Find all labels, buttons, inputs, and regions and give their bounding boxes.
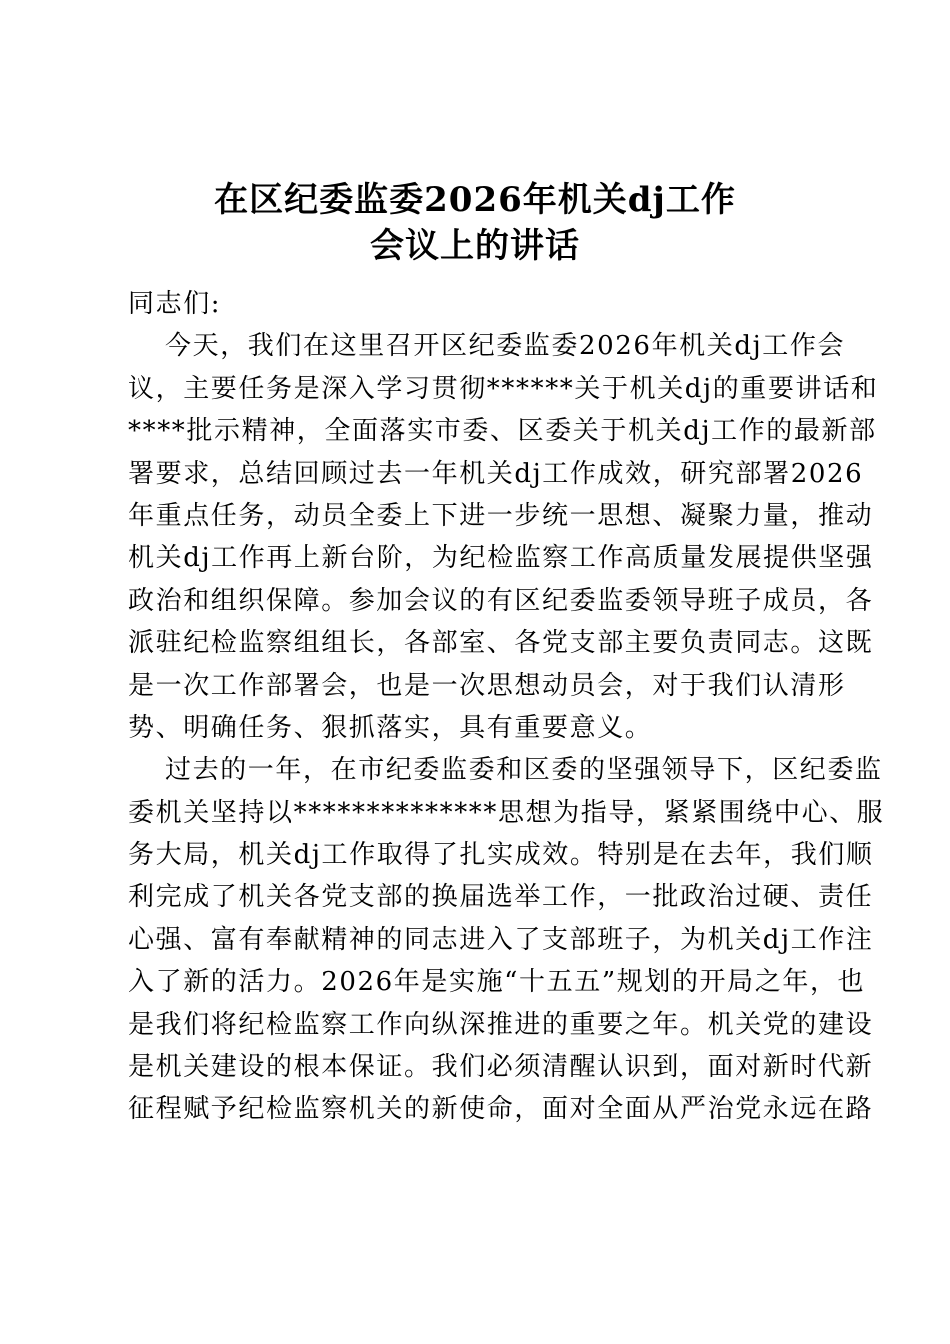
paragraph-2-line: 征程赋予纪检监察机关的新使命，面对全面从严治党永远在路 [128, 1094, 874, 1125]
document-title-line-2: 会议上的讲话 [370, 226, 580, 266]
paragraph-1-line: 势、明确任务、狠抓落实，具有重要意义。 [128, 712, 653, 743]
paragraph-2-line: 心强、富有奉献精神的同志进入了支部班子，为机关dj工作注 [128, 924, 874, 955]
paragraph-2-line: 是机关建设的根本保证。我们必须清醒认识到，面对新时代新 [128, 1052, 874, 1083]
paragraph-1-line: 派驻纪检监察组组长，各部室、各党支部主要负责同志。这既 [128, 628, 874, 659]
paragraph-2-line: 是我们将纪检监察工作向纵深推进的重要之年。机关党的建设 [128, 1009, 874, 1040]
paragraph-1-line: 议，主要任务是深入学习贯彻******关于机关dj的重要讲话和 [128, 373, 879, 404]
document-title-line-1: 在区纪委监委2026年机关dj工作 [214, 180, 736, 220]
paragraph-1-line: 年重点任务，动员全委上下进一步统一思想、凝聚力量，推动 [128, 500, 874, 531]
paragraph-1-line: 是一次工作部署会，也是一次思想动员会，对于我们认清形 [128, 670, 846, 701]
paragraph-2-line: 入了新的活力。2026年是实施“十五五”规划的开局之年，也 [128, 967, 866, 998]
paragraph-1-line: 今天，我们在这里召开区纪委监委2026年机关dj工作会 [165, 331, 846, 362]
paragraph-2-line: 利完成了机关各党支部的换届选举工作，一批政治过硬、责任 [128, 882, 874, 913]
salutation: 同志们: [128, 289, 222, 319]
paragraph-2-line: 过去的一年，在市纪委监委和区委的坚强领导下，区纪委监 [165, 755, 883, 786]
paragraph-1-line: ****批示精神，全面落实市委、区委关于机关dj工作的最新部 [128, 416, 877, 447]
paragraph-1-line: 机关dj工作再上新台阶，为纪检监察工作高质量发展提供坚强 [128, 543, 874, 574]
paragraph-2-line: 务大局，机关dj工作取得了扎实成效。特别是在去年，我们顺 [128, 840, 874, 871]
paragraph-1-line: 政治和组织保障。参加会议的有区纪委监委领导班子成员，各 [128, 585, 874, 616]
document-body [128, 283, 885, 1131]
paragraph-2-line: 委机关坚持以**************思想为指导，紧紧围绕中心、服 [128, 797, 885, 828]
paragraph-1-line: 署要求，总结回顾过去一年机关dj工作成效，研究部署2026 [128, 458, 864, 489]
